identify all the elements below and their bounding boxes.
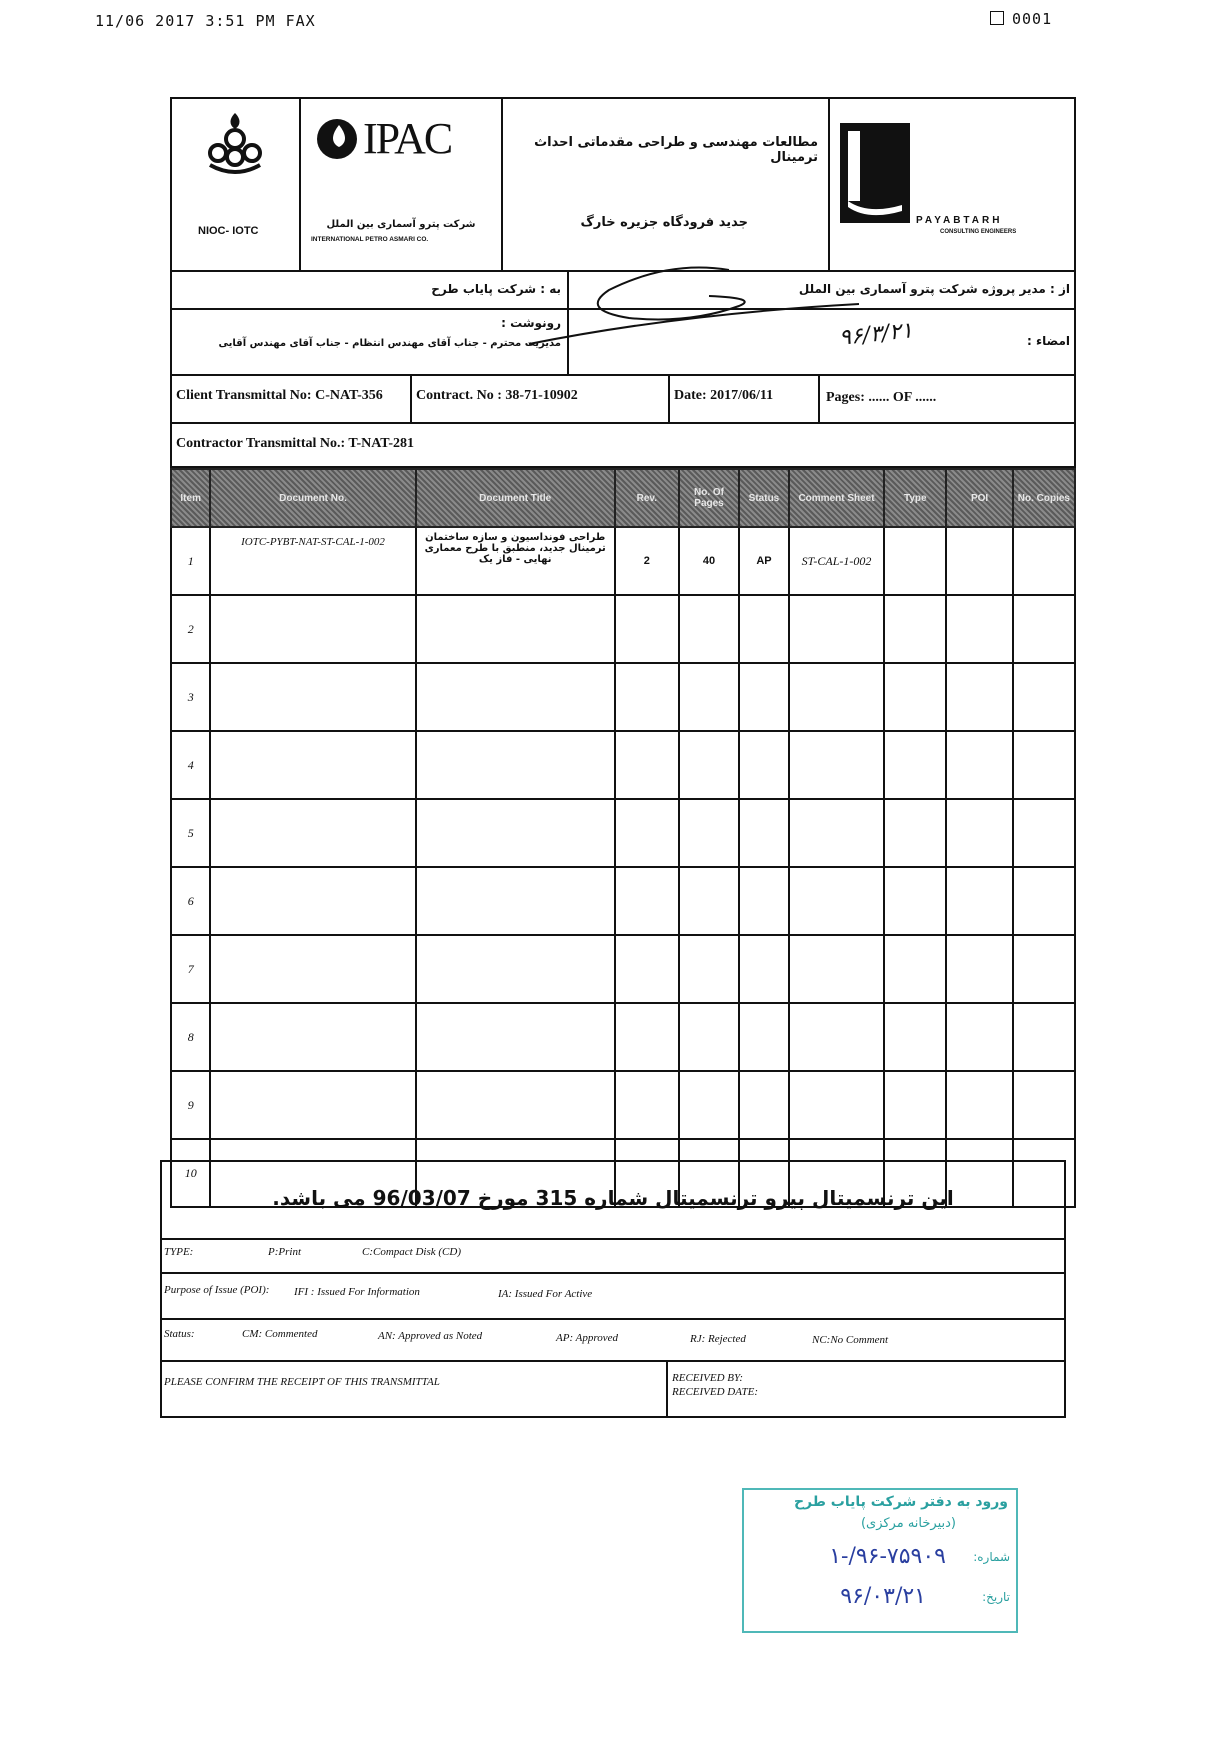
column-header: Comment Sheet (789, 469, 884, 527)
table-row (171, 731, 1075, 799)
table-cell (210, 935, 415, 1003)
cc-label: رونوشت : (501, 316, 561, 330)
confirm-cell (162, 1362, 668, 1416)
table-cell (884, 595, 946, 663)
table-cell (789, 663, 884, 731)
transmittal-form (170, 97, 1076, 1208)
project-title: مطالعات مهندسی و طراحی مقدماتی احداث ترمینال (534, 135, 818, 165)
table-row (171, 663, 1075, 731)
table-cell (615, 731, 679, 799)
table-cell (946, 935, 1012, 1003)
status-ap: AP: Approved (556, 1332, 619, 1344)
table-cell (789, 867, 884, 935)
date: Date: 2017/06/11 (670, 376, 820, 422)
table-cell (416, 799, 615, 867)
footer-box (160, 1160, 1066, 1418)
ipac-persian-name: شرکت پترو آسماری بین الملل (326, 219, 476, 230)
payab-name: PAYABTARH (916, 215, 1003, 226)
payab-sub: CONSULTING ENGINEERS (940, 229, 1017, 235)
table-row (171, 867, 1075, 935)
table-cell (210, 595, 415, 663)
item-number-cell: 3 (171, 663, 210, 731)
table-cell (739, 935, 789, 1003)
confirm-text: PLEASE CONFIRM THE RECEIPT OF THIS TRANSMITTAL (164, 1376, 440, 1388)
pages: Pages: ...... OF ...... (826, 390, 937, 405)
table-cell: 2 (615, 527, 679, 595)
status-row (162, 1320, 1064, 1362)
table-cell (946, 799, 1012, 867)
table-cell: طراحی فونداسیون و سازه ساختمان ترمینال جدید، منطبق با طرح معماری نهایی - فاز یک (416, 527, 615, 595)
poi-ifi: IFI : Issued For Information (294, 1286, 420, 1298)
item-number-cell: 8 (171, 1003, 210, 1071)
item-number-cell: 9 (171, 1071, 210, 1139)
status-nc: NC:No Comment (812, 1334, 889, 1346)
to-label: به : شرکت پایاب طرح (431, 282, 561, 296)
table-cell (416, 1003, 615, 1071)
stamp-number-value: ۱-/۹۶-۷۵۹۰۹ (829, 1544, 946, 1569)
table-cell (739, 1003, 789, 1071)
type-cd: C:Compact Disk (CD) (362, 1246, 461, 1258)
table-row (171, 527, 1075, 595)
to-from-row (170, 272, 1076, 310)
payabtarh-logo-icon (840, 123, 910, 223)
table-cell (615, 663, 679, 731)
column-header: Status (739, 469, 789, 527)
table-cell (679, 867, 739, 935)
poi-label: Purpose of Issue (POI): (164, 1284, 270, 1296)
column-header: No. Of Pages (679, 469, 739, 527)
column-header: No. Copies (1013, 469, 1075, 527)
table-cell (416, 935, 615, 1003)
item-number-cell: 7 (171, 935, 210, 1003)
item-number-cell: 5 (171, 799, 210, 867)
confirm-row (162, 1362, 1064, 1416)
received-cell (668, 1362, 1064, 1416)
table-cell (1013, 935, 1075, 1003)
table-cell (789, 935, 884, 1003)
entry-stamp (742, 1488, 1018, 1633)
stamp-number-label: شماره: (973, 1550, 1010, 1564)
footer-note-row (162, 1162, 1064, 1240)
table-cell: 40 (679, 527, 739, 595)
received-by: RECEIVED BY: (672, 1372, 744, 1384)
type-row (162, 1240, 1064, 1274)
table-cell: AP (739, 527, 789, 595)
contract-no: Contract. No : 38-71-10902 (412, 376, 670, 422)
column-header: Document Title (416, 469, 615, 527)
column-header: Type (884, 469, 946, 527)
table-cell (1013, 595, 1075, 663)
from-label: از : مدیر پروژه شرکت پترو آسماری بین الملل (798, 282, 1070, 296)
table-cell: IOTC-PYBT-NAT-ST-CAL-1-002 (210, 527, 415, 595)
table-cell (739, 663, 789, 731)
table-cell (884, 799, 946, 867)
table-cell (1013, 1003, 1075, 1071)
ipac-logo-text: IPAC (363, 114, 452, 163)
project-subtitle: جدید فرودگاه جزیره خارگ (580, 215, 748, 230)
table-cell (679, 731, 739, 799)
table-cell (1013, 799, 1075, 867)
fax-header-datetime: 11/06 2017 3:51 PM FAX (95, 12, 316, 30)
table-cell (679, 1071, 739, 1139)
table-cell (884, 527, 946, 595)
table-cell (615, 935, 679, 1003)
signature-cell (569, 310, 1074, 374)
table-cell (946, 527, 1012, 595)
table-cell (615, 595, 679, 663)
column-header: POI (946, 469, 1012, 527)
table-cell (416, 867, 615, 935)
table-row (171, 595, 1075, 663)
table-cell (679, 935, 739, 1003)
column-header: Item (171, 469, 210, 527)
type-label: TYPE: (164, 1246, 194, 1258)
received-date: RECEIVED DATE: (672, 1386, 759, 1398)
signature-label: امضاء : (1027, 334, 1070, 348)
item-number-cell: 2 (171, 595, 210, 663)
table-cell (789, 731, 884, 799)
status-label: Status: (164, 1328, 195, 1340)
contractor-row (170, 424, 1076, 468)
table-cell (946, 731, 1012, 799)
table-cell (1013, 527, 1075, 595)
table-cell (789, 595, 884, 663)
handwritten-ref: ۹۶/۳/۲۱ (837, 318, 915, 351)
type-print: P:Print (268, 1246, 301, 1258)
documents-table (170, 468, 1076, 1208)
table-cell (884, 663, 946, 731)
table-row (171, 1071, 1075, 1139)
table-cell (1013, 731, 1075, 799)
table-cell (615, 1071, 679, 1139)
meta-row (170, 376, 1076, 424)
table-cell (679, 663, 739, 731)
fax-page-value: 0001 (1012, 10, 1053, 28)
table-cell (946, 663, 1012, 731)
cc-value: مدیریت محترم - جناب آقای مهندس انتظام - جناب آقای مهندس آقایی (218, 338, 561, 349)
table-cell (416, 595, 615, 663)
table-cell (416, 731, 615, 799)
table-cell (946, 1003, 1012, 1071)
table-cell (1013, 867, 1075, 935)
ipac-english-name: INTERNATIONAL PETRO ASMARI CO. (311, 236, 429, 243)
table-cell (884, 935, 946, 1003)
payab-logo-cell (830, 99, 1074, 270)
table-cell (884, 731, 946, 799)
table-cell (1013, 1071, 1075, 1139)
status-rj: RJ: Rejected (690, 1333, 746, 1345)
table-cell (946, 1071, 1012, 1139)
table-cell (615, 867, 679, 935)
nioc-emblem-icon (200, 109, 270, 179)
table-cell (210, 731, 415, 799)
fax-checkbox-icon (990, 11, 1004, 25)
table-cell (789, 799, 884, 867)
table-cell (615, 799, 679, 867)
item-number-cell: 1 (171, 527, 210, 595)
table-header-row (171, 469, 1075, 527)
stamp-subtitle: (دبیرخانه مرکزی) (860, 1516, 956, 1531)
status-cm: CM: Commented (242, 1328, 318, 1340)
table-cell (789, 1071, 884, 1139)
table-cell (739, 731, 789, 799)
table-cell (416, 1071, 615, 1139)
table-cell (416, 663, 615, 731)
project-title-cell (503, 99, 830, 270)
client-transmittal: Client Transmittal No: C-NAT-356 (172, 376, 412, 422)
footer-note: این ترنسمیتال پیرو ترنسمیتال شماره 315 مورخ 96/03/07 می باشد. (272, 1186, 954, 1210)
nioc-label: NIOC- IOTC (198, 225, 259, 237)
item-number-cell: 6 (171, 867, 210, 935)
table-row (171, 1003, 1075, 1071)
item-number-cell: 10 (171, 1139, 210, 1207)
table-cell (739, 1071, 789, 1139)
table-row (171, 799, 1075, 867)
table-cell (884, 1003, 946, 1071)
table-cell (210, 1071, 415, 1139)
column-header: Document No. (210, 469, 415, 527)
to-cell (172, 272, 569, 308)
table-cell (210, 1003, 415, 1071)
table-cell (679, 799, 739, 867)
stamp-title: ورود به دفتر شرکت پایاب طرح (793, 1494, 1008, 1510)
poi-ia: IA: Issued For Active (498, 1288, 593, 1300)
table-cell (739, 799, 789, 867)
cc-cell (172, 310, 569, 374)
table-cell (884, 1071, 946, 1139)
poi-row (162, 1274, 1064, 1320)
column-header: Rev. (615, 469, 679, 527)
stamp-date-value: ۹۶/۰۳/۲۱ (840, 1584, 926, 1609)
stamp-date-label: تاریخ: (982, 1590, 1010, 1604)
table-row (171, 935, 1075, 1003)
table-cell (615, 1003, 679, 1071)
table-cell (679, 595, 739, 663)
contractor-transmittal: Contractor Transmittal No.: T-NAT-281 (176, 436, 414, 451)
cc-signature-row (170, 310, 1076, 376)
table-cell (946, 595, 1012, 663)
nioc-logo-cell (172, 99, 301, 270)
table-cell: ST-CAL-1-002 (789, 527, 884, 595)
fax-page-number (990, 10, 1052, 28)
table-cell (789, 1003, 884, 1071)
ipac-logo-cell (301, 99, 503, 270)
table-cell (679, 1003, 739, 1071)
table-cell (884, 867, 946, 935)
status-an: AN: Approved as Noted (378, 1330, 483, 1342)
table-cell (739, 595, 789, 663)
table-cell (739, 867, 789, 935)
table-cell (946, 867, 1012, 935)
table-cell (1013, 663, 1075, 731)
from-cell (569, 272, 1074, 308)
table-cell (210, 867, 415, 935)
ipac-drop-icon (315, 117, 359, 161)
item-number-cell: 4 (171, 731, 210, 799)
table-cell (210, 663, 415, 731)
form-header (170, 97, 1076, 272)
table-cell (210, 799, 415, 867)
